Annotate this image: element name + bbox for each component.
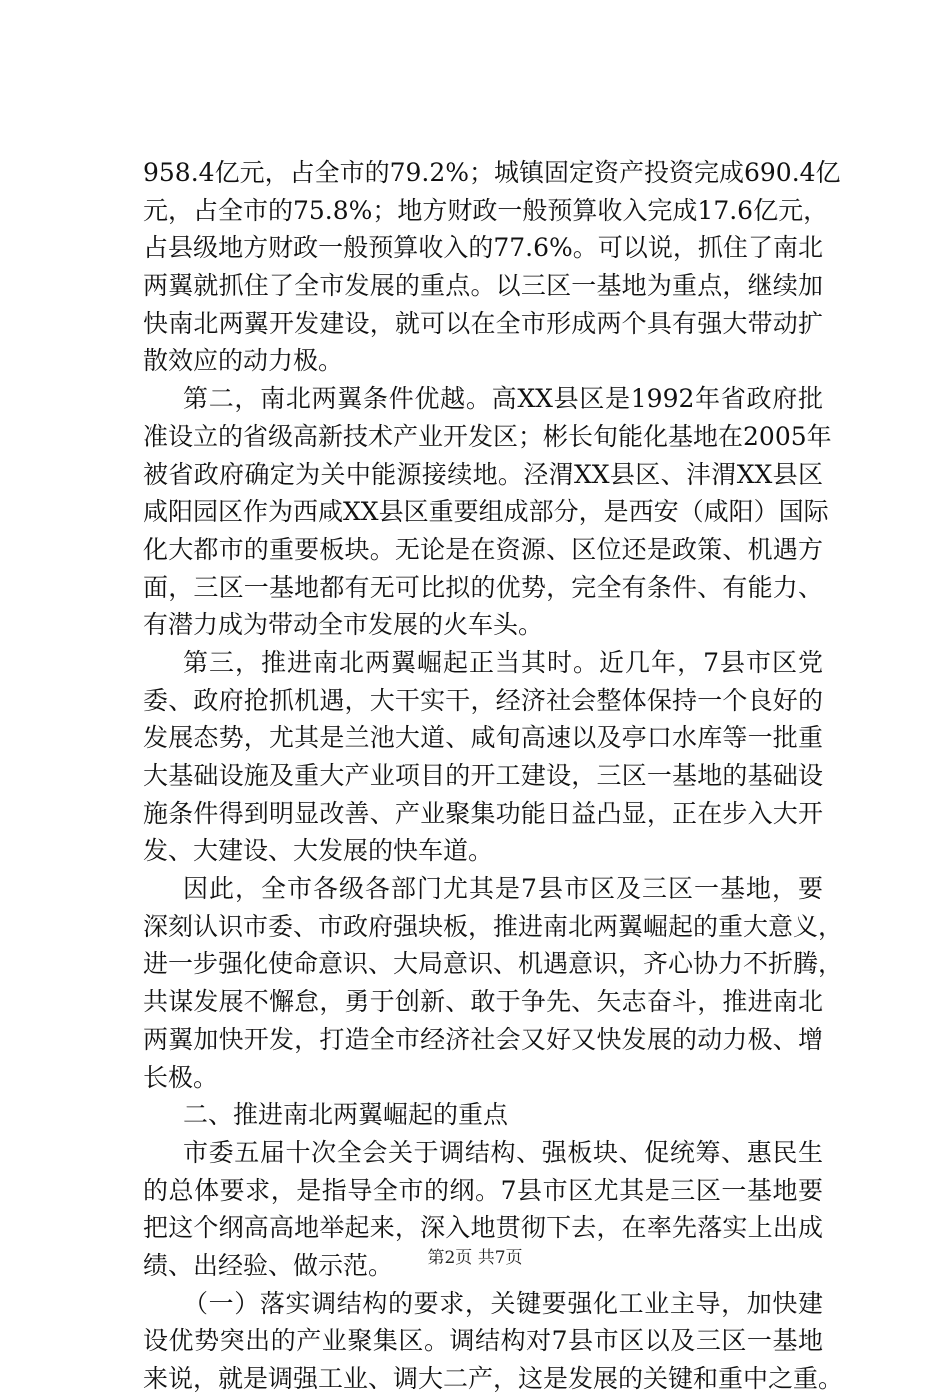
- section-heading: 二、推进南北两翼崛起的重点: [183, 1100, 509, 1130]
- document-body: [143, 154, 844, 1398]
- text-line: 进一步强化使命意识、大局意识、机遇意识，齐心协力不折腾，: [143, 949, 844, 979]
- text-line: 958.4亿元，占全市的79.2%；城镇固定资产投资完成690.4亿: [143, 158, 841, 187]
- text-line: 散效应的动力极。: [143, 346, 344, 376]
- text-line: 两翼加快开发，打造全市经济社会又好又快发展的动力极、增: [143, 1024, 823, 1054]
- text-line: 准设立的省级高新技术产业开发区；彬长旬能化基地在2005年: [143, 421, 832, 451]
- text-line: 长极。: [143, 1062, 219, 1092]
- text-line: 共谋发展不懈怠，勇于创新、敢于争先、矢志奋斗，推进南北: [143, 987, 823, 1017]
- paragraph-first-line: 因此，全市各级各部门尤其是7县市区及三区一基地，要: [183, 874, 823, 904]
- paragraph-first-line: 市委五届十次全会关于调结构、强板块、促统筹、惠民生: [183, 1137, 823, 1167]
- text-line: 化大都市的重要板块。无论是在资源、区位还是政策、机遇方: [143, 534, 823, 564]
- text-line: 绩、出经验、做示范。: [143, 1250, 394, 1280]
- text-line: 来说，就是调强工业、调大二产，这是发展的关键和重中之重。: [143, 1364, 844, 1393]
- text-line: 发展态势，尤其是兰池大道、咸旬高速以及亭口水库等一批重: [143, 723, 823, 753]
- text-line: 占县级地方财政一般预算收入的77.6%。可以说，抓住了南北: [143, 233, 823, 263]
- text-line: 施条件得到明显改善、产业聚集功能日益凸显，正在步入大开: [143, 798, 823, 828]
- text-line: 的总体要求，是指导全市的纲。7县市区尤其是三区一基地要: [143, 1175, 823, 1205]
- text-line: 有潜力成为带动全市发展的火车头。: [143, 610, 544, 640]
- text-line: 两翼就抓住了全市发展的重点。以三区一基地为重点，继续加: [143, 271, 823, 301]
- paragraph-first-line: 第三，推进南北两翼崛起正当其时。近几年，7县市区党: [183, 647, 823, 677]
- text-line: 大基础设施及重大产业项目的开工建设，三区一基地的基础设: [143, 761, 823, 790]
- text-line: 发、大建设、大发展的快车道。: [143, 836, 494, 866]
- text-line: 咸阳园区作为西咸XX县区重要组成部分，是西安（咸阳）国际: [143, 497, 829, 527]
- paragraph-first-line: 第二，南北两翼条件优越。高XX县区是1992年省政府批: [183, 384, 823, 414]
- text-line: 委、政府抢抓机遇，大干实干，经济社会整体保持一个良好的: [143, 685, 823, 715]
- text-line: 深刻认识市委、市政府强块板，推进南北两翼崛起的重大意义，: [143, 911, 844, 941]
- text-line: 元，占全市的75.8%；地方财政一般预算收入完成17.6亿元，: [143, 195, 829, 225]
- text-line: 快南北两翼开发建设，就可以在全市形成两个具有强大带动扩: [143, 308, 823, 338]
- text-line: 把这个纲高高地举起来，深入地贯彻下去，在率先落实上出成: [143, 1213, 823, 1243]
- text-line: 被省政府确定为关中能源接续地。泾渭XX县区、沣渭XX县区: [143, 459, 823, 489]
- paragraph-first-line: （一）落实调结构的要求，关键要强化工业主导，加快建: [183, 1288, 823, 1318]
- page-footer: 第2页 共7页: [427, 1248, 523, 1268]
- text-line: 设优势突出的产业聚集区。调结构对7县市区以及三区一基地: [143, 1326, 823, 1356]
- text-line: 面，三区一基地都有无可比拟的优势，完全有条件、有能力、: [143, 572, 823, 602]
